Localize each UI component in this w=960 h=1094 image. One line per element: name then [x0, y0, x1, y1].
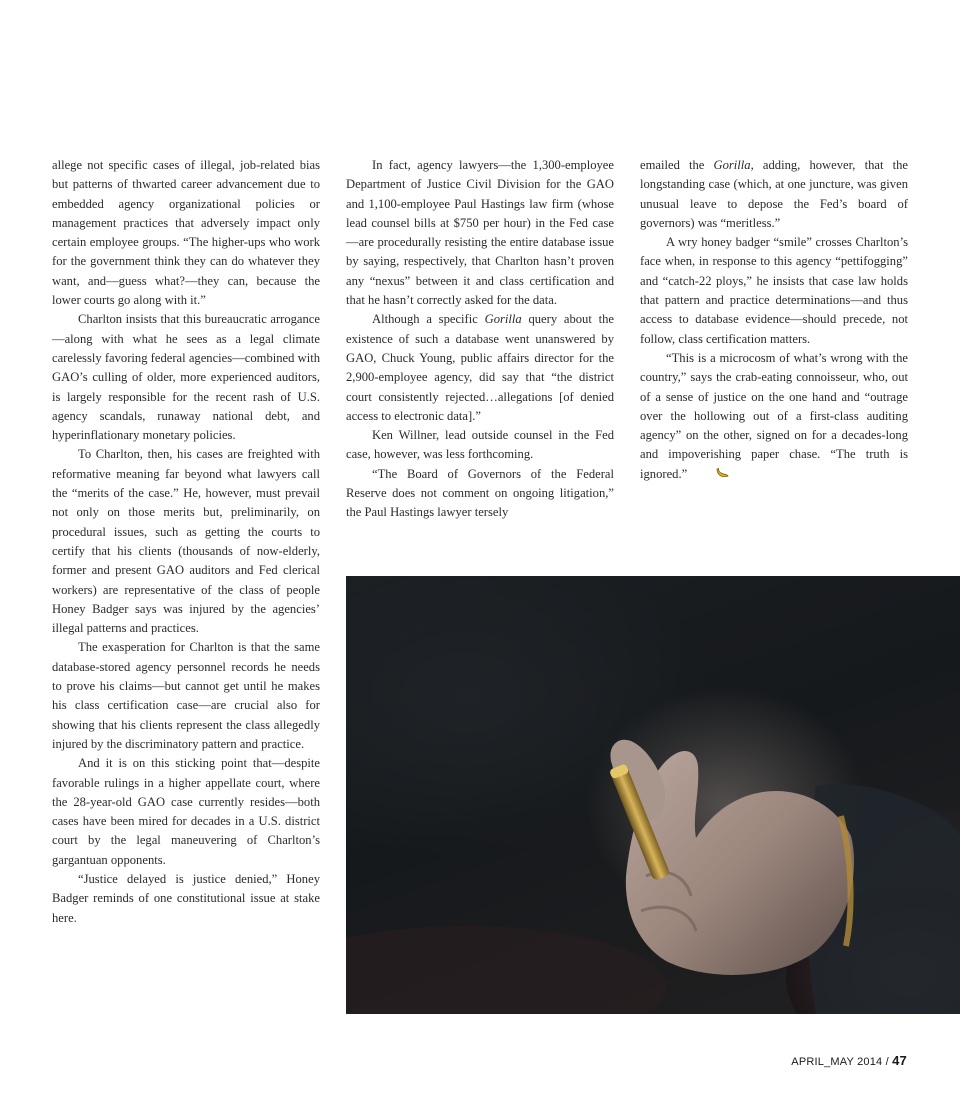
- issue-date: APRIL_MAY 2014: [791, 1056, 883, 1068]
- text-run: adding, however, that the longstanding case (which, at one juncture, was given unusual leave to depose the Fed’s board of governors) was “meritless.”: [640, 158, 908, 230]
- paragraph: “The Board of Governors of the Federal Reserve does not comment on ongoing litigation,” the Paul Hastings lawyer tersely: [346, 466, 614, 520]
- paragraph: [640, 349, 908, 484]
- publication-name: Gorilla,: [713, 158, 754, 172]
- article-column-1: [52, 156, 320, 928]
- text-run: Although a specific: [372, 312, 485, 327]
- article-column-2: [346, 156, 614, 523]
- paragraph: “Justice delayed is justice denied,” Honey Badger reminds of one constitutional issue at stake here.: [52, 871, 320, 925]
- publication-name: Gorilla: [484, 312, 522, 327]
- folio-separator: /: [882, 1056, 893, 1068]
- paragraph: Ken Willner, lead outside counsel in the Fed case, however, was less forthcoming.: [346, 428, 614, 462]
- paragraph: To Charlton, then, his cases are freighted with reformative meaning far beyond what lawyers call the “merits of the case.” He, however, must prevail not only on those merits but, preliminarily, on procedural issues, such as getting the courts to certify that his clients (thousands of now-elderly, former and present GAO auditors and Fed clerical workers) are representative of the class of people Honey Badger says was injured by the agencies’ illegal patterns and practices.: [52, 447, 320, 636]
- paragraph: In fact, agency lawyers—the 1,300-employee Department of Justice Civil Division for the GAO and 1,100-employee Paul Hastings law firm (whose lead counsel bills at $750 per hour) in the Fed case—are procedurally resisting the entire database issue by saying, respectively, that Charlton hasn’t proven any “nexus” between it and class certification and that he hasn’t correctly asked for the data.: [346, 158, 614, 308]
- paragraph: Charlton insists that this bureaucratic arrogance—along with what he sees as a legal climate carelessly favoring federal agencies—combined with GAO’s culling of older, more experienced auditors, is largely responsible for the recent rash of U.S. agency scandals, runaway national debt, and hyperinflationary monetary policies.: [52, 312, 320, 443]
- text-run: emailed the: [640, 158, 714, 172]
- article-column-3: [640, 156, 908, 484]
- banana-icon: [689, 466, 703, 478]
- photo-illustration: [346, 576, 960, 1014]
- page-number: 47: [892, 1053, 907, 1068]
- paragraph: allege not specific cases of illegal, job-related bias but patterns of thwarted career advancement due to embedded agency organizational policies or management practices that adversely impact only certain employee groups. “The higher-ups who work for the government think they can do whatever they want, and—guess what?—they can, because the lower courts go along with it.”: [52, 158, 320, 308]
- hand-holding-pen-photo: [346, 576, 960, 1014]
- page-folio: [791, 1053, 907, 1068]
- paragraph: [346, 310, 614, 426]
- paragraph: And it is on this sticking point that—despite favorable rulings in a higher appellate court, where the 28-year-old GAO case currently resides—both cases have been mired for decades in a U.S. district court by the legal maneuvering of Charlton’s gargantuan opponents.: [52, 756, 320, 867]
- text-run: “This is a microcosm of what’s wrong with the country,” says the crab-eating connoisseur, who, out of a sense of justice on the one hand and “outrage over the hollowing out of a first-class auditing agency” on the other, signed on for a decades-long and impoverishing paper chase. “The truth is ignored.”: [640, 350, 908, 481]
- paragraph: [640, 156, 908, 233]
- paragraph: A wry honey badger “smile” crosses Charlton’s face when, in response to this agency “pettifogging” and “catch-22 ploys,” he insists that case law holds that pattern and practice determinations—and thus access to database evidence—should precede, not follow, class certification matters.: [640, 235, 908, 346]
- text-run: query about the existence of such a database went unanswered by GAO, Chuck Young, public affairs director for the 2,900-employee agency, did say that “the district court consistently rejected…allegations [of denied access to electronic data].”: [346, 312, 614, 423]
- paragraph: The exasperation for Charlton is that the same database-stored agency personnel records he needs to prove his claims—but cannot get until he makes his class certification case—are crucial also for showing that his clients represent the class allegedly injured by the discriminatory pattern and practice.: [52, 640, 320, 751]
